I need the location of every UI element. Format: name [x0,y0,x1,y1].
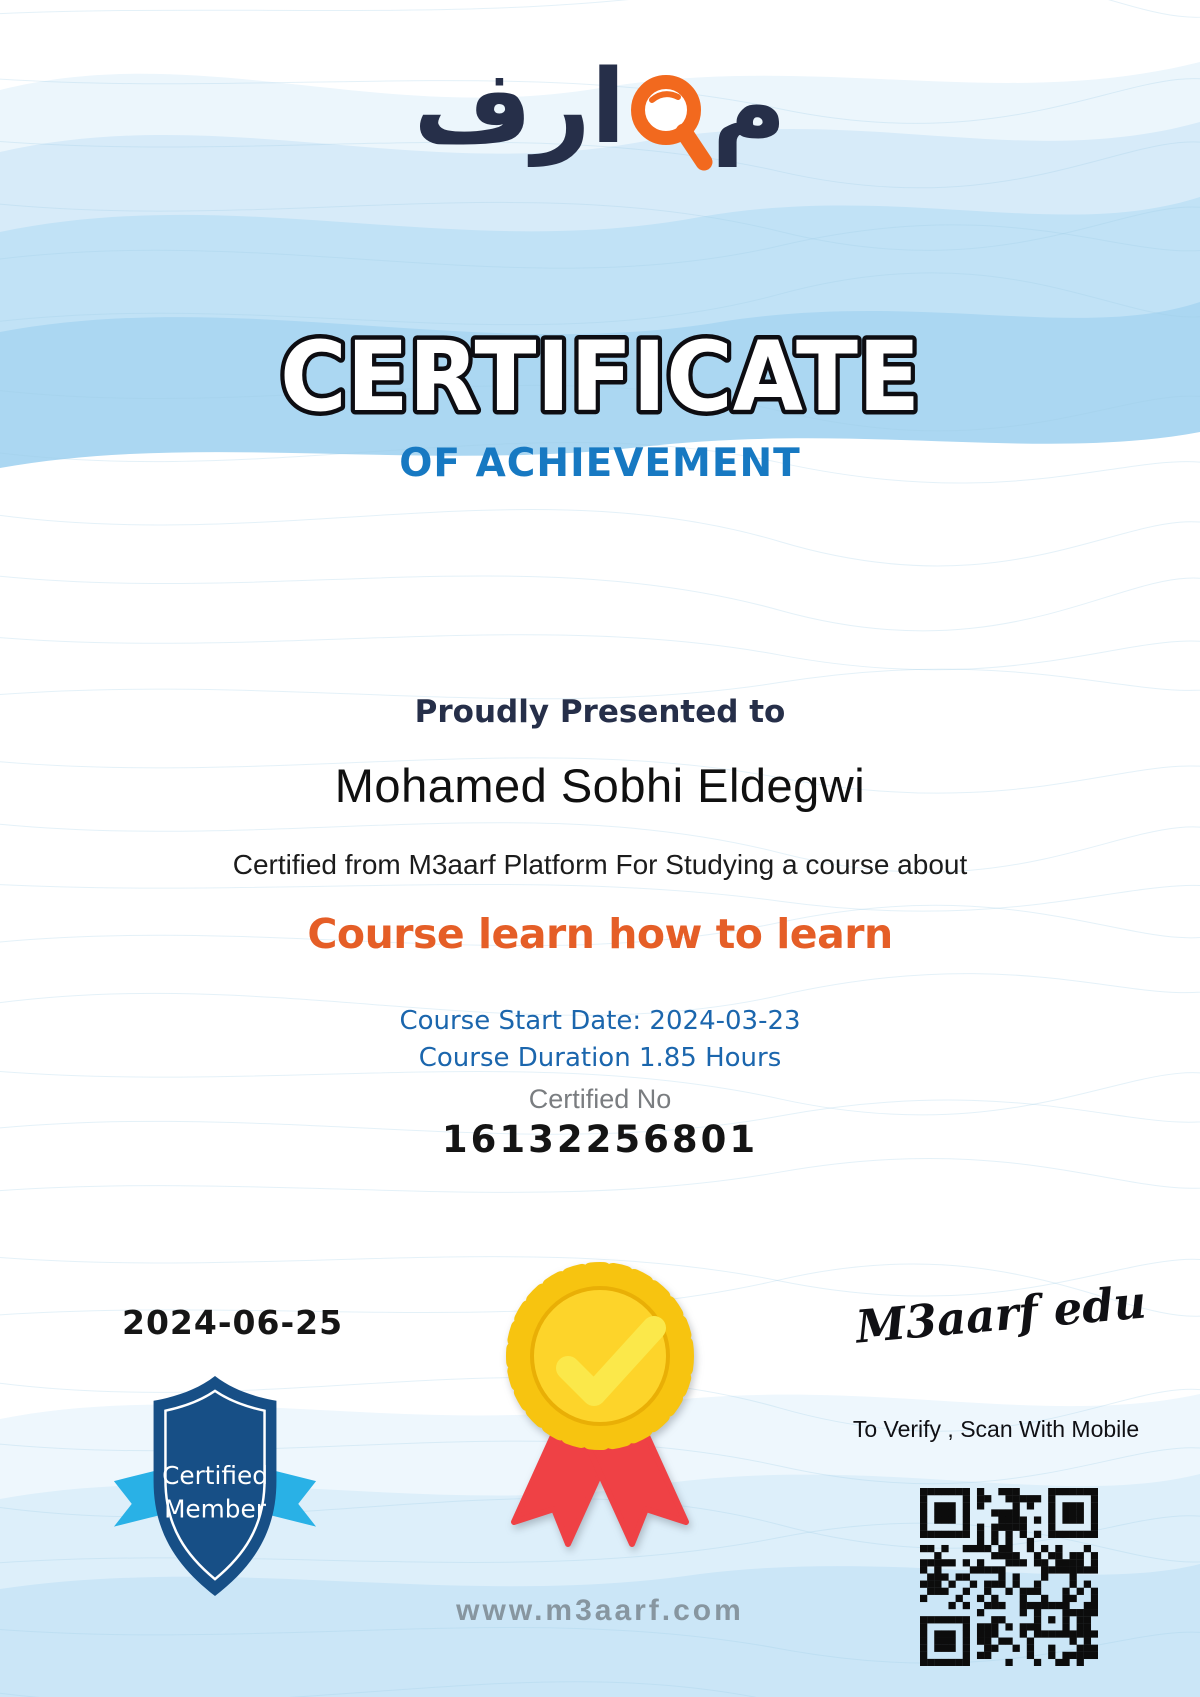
certified-member-badge [106,1364,324,1612]
course-title: Course learn how to learn [307,910,893,958]
recipient-name: Mohamed Sobhi Eldegwi [334,759,866,812]
website-footer: www.m3aarf.com [456,1594,744,1627]
certificate-title-text: CERTIFICATE [280,321,920,433]
logo-text-right: م [711,48,787,167]
certificate-title [250,312,950,437]
logo-text-left: ارف [413,48,626,167]
magnifier-icon [622,70,718,190]
certified-no-value: 16132256801 [441,1118,759,1161]
issue-date: 2024-06-25 [122,1303,344,1342]
badge-line1: Certified [162,1461,268,1491]
certified-no-label: Certified No [528,1084,672,1114]
presented-label: Proudly Presented to [414,694,786,730]
verify-instruction: To Verify , Scan With Mobile [852,1416,1140,1442]
signature: M3aarf edu [853,1275,1149,1354]
course-start-date: Course Start Date: 2024-03-23 [399,1006,801,1036]
certificate-subtitle: OF ACHIEVEMENT [399,441,801,486]
m3aarf-logo [0,44,1200,190]
course-duration: Course Duration 1.85 Hours [418,1043,782,1073]
badge-line2: Member [164,1494,266,1524]
qr-code [920,1488,1098,1666]
certified-from-text: Certified from M3aarf Platform For Studying a course about [232,849,968,880]
medal-icon [468,1230,732,1560]
